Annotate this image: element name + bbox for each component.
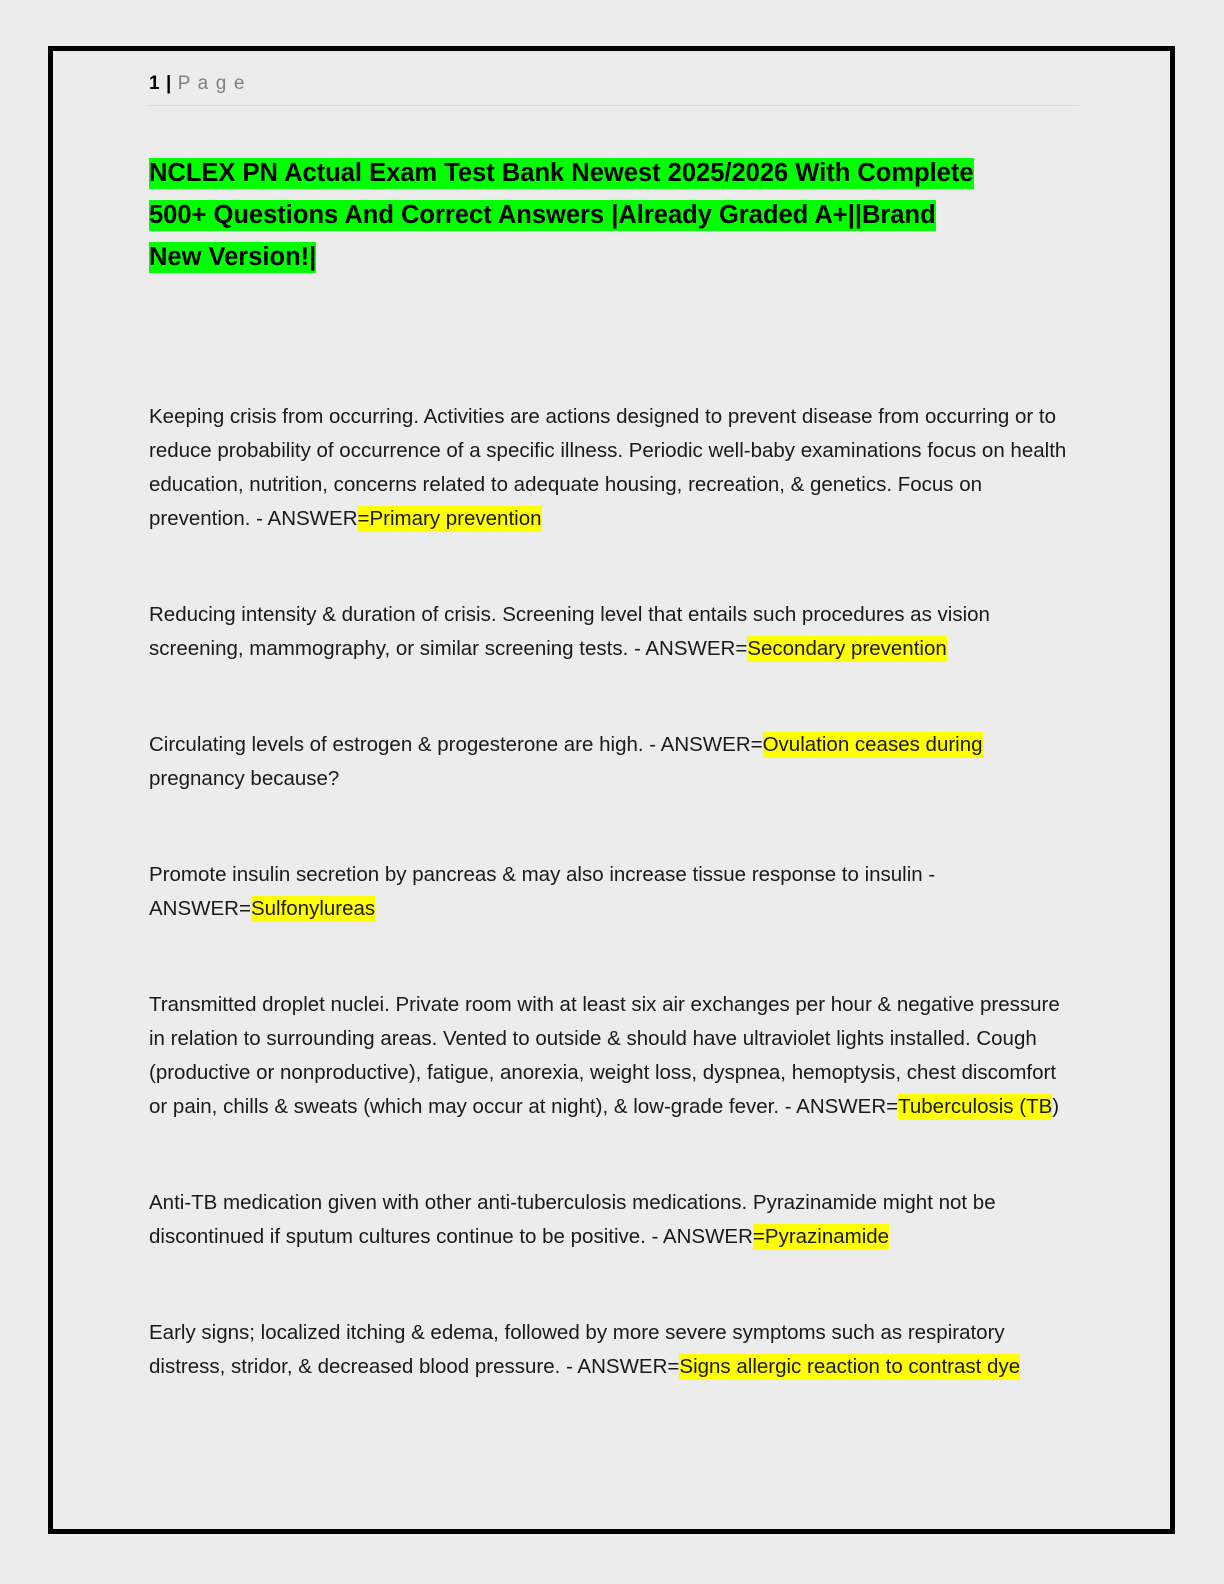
qa-answer-text: =Primary prevention: [357, 507, 542, 530]
qa-trailer-text: ): [1052, 1095, 1060, 1118]
qa-answer-text: Secondary prevention: [747, 637, 947, 660]
header-page-number: 1: [149, 73, 160, 94]
qa-block: [149, 1186, 1069, 1254]
qa-question-text: Early signs; localized itching & edema, followed by more severe symptoms such as respiratory distress, stridor, & decreased blood pressure. - ANSWER=: [149, 1321, 1005, 1378]
qa-question-text: Transmitted droplet nuclei. Private room with at least six air exchanges per hour & negative pressure in relation to surrounding areas. Vented to outside & should have ultraviolet lights installed. Cough (productive or nonproductive), fatigue, anorexia, weight loss, dyspnea, hemoptysis, chest discomfort or pain, chills & sweats (which may occur at night), & low-grade fever. - ANSWER=: [149, 993, 1060, 1118]
qa-answer-text: Tuberculosis (TB: [898, 1095, 1053, 1118]
qa-block: [149, 858, 1069, 926]
header-page-label: P a g e: [177, 73, 246, 94]
qa-answer-text: =Pyrazinamide: [752, 1225, 890, 1248]
title-line-2: 500+ Questions And Correct Answers |Already Graded A+||Brand: [149, 201, 936, 229]
document-title: [149, 152, 1049, 278]
qa-question-text: Promote insulin secretion by pancreas & may also increase tissue response to insulin - ANSWER=: [149, 863, 936, 920]
running-header: [149, 73, 1079, 105]
qa-block: [149, 728, 1069, 796]
qa-answer-text: Signs allergic reaction to contrast dye: [679, 1355, 1021, 1378]
title-body-spacer: [149, 278, 1079, 400]
qa-answer-text: Sulfonylureas: [250, 897, 376, 920]
qa-question-text: Reducing intensity & duration of crisis. Screening level that entails such procedures as vision screening, mammography, or similar screening tests. - ANSWER=: [149, 603, 990, 660]
header-separator: |: [166, 73, 172, 94]
title-line-1: NCLEX PN Actual Exam Test Bank Newest 2025/2026 With Complete: [149, 159, 974, 187]
header-divider-rule: [149, 105, 1079, 106]
title-line-3: New Version!|: [149, 243, 317, 271]
page-content-area: [149, 73, 1079, 1384]
qa-block: [149, 598, 1069, 666]
page-border-frame: [48, 46, 1175, 1534]
qa-block: [149, 400, 1069, 536]
qa-question-text: Keeping crisis from occurring. Activities are actions designed to prevent disease from occurring or to reduce probability of occurrence of a specific illness. Periodic well-baby examinations focus on health education, nutrition, concerns related to adequate housing, recreation, & genetics. Focus on prevention. - ANSWER: [149, 405, 1067, 530]
qa-answer-text: Ovulation ceases during: [762, 733, 983, 756]
qa-block: [149, 988, 1069, 1124]
qa-block: [149, 1316, 1069, 1384]
qa-trailer-text: pregnancy because?: [149, 767, 340, 790]
qa-question-text: Anti-TB medication given with other anti-tuberculosis medications. Pyrazinamide might not be discontinued if sputum cultures continue to be positive. - ANSWER: [149, 1191, 996, 1248]
qa-question-text: Circulating levels of estrogen & progesterone are high. - ANSWER=: [149, 733, 763, 756]
